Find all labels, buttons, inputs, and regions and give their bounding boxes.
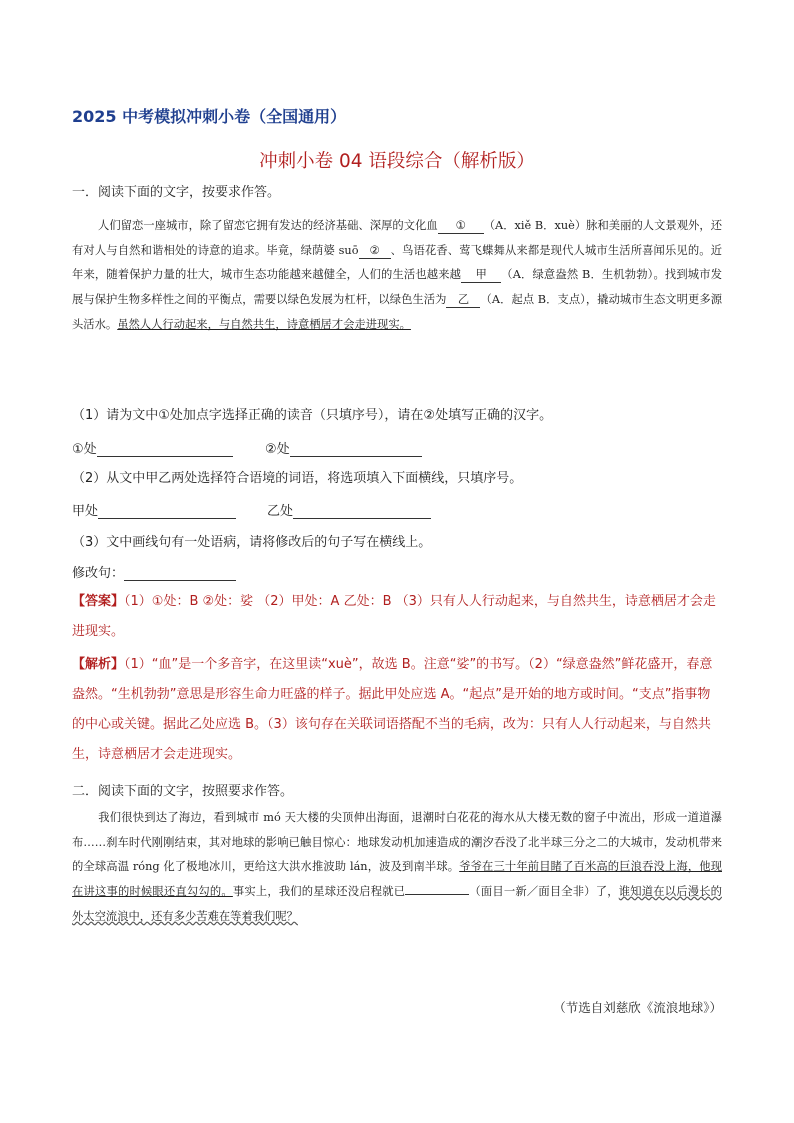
passage-text: （A．起点 B．支点），撬动城市生态文明更多源头活水。 <box>72 293 722 331</box>
answer-field-2 <box>265 438 422 457</box>
blank-idiom <box>405 894 469 895</box>
passage-text: 我们很快到达了海边，看到城市 mó 天大楼的尖顶伸出海面，退潮时白花花的海水从大楼无数的窗子中流出，形成一道道瀑布……刹车时代刚刚结束，其对地球的影响已触目惊心：地球发动机加速造成的潮汐吞没了北半球三分之二的大城市，发动机带来的全球高温 róng 化了极地冰川，更给这大洪水推波助 lán，波及到南半球。 <box>72 811 722 874</box>
answer-field-jia <box>72 500 236 519</box>
question-2: （2）从文中甲乙两处选择符合语境的词语，将选项填入下面横线，只填序号。 <box>72 471 523 486</box>
idiom-options: （面目一新／面目全非）了， <box>469 885 619 899</box>
section1-heading: 一．阅读下面的文字，按要求作答。 <box>72 185 281 200</box>
wavy-underlined-sentence: 谁知道在以后漫长的外太空流浪中，还有多少苦难在等着我们呢？ <box>72 885 722 923</box>
answer-tag: 【答案】 <box>72 594 125 609</box>
blank-yi: 乙 <box>446 293 480 308</box>
passage-text: （A．绿意盎然 B．生机勃勃）。找到城市发展与保护生物多样性之间的平衡点，需要以绿色发展为杠杆，以绿色生活为 <box>72 268 722 307</box>
field-label: 修改句： <box>72 566 125 581</box>
passage-text: 事实上，我们的星球还没启程就已 <box>232 885 406 899</box>
answer-block <box>72 587 722 647</box>
field-label: ②处 <box>265 442 290 457</box>
passage-text: （A．xiě B．xuè）脉和美丽的人文景观外，还有对人与自然和谐相处的诗意的追求。毕竟，绿荫婆 suō <box>72 219 722 257</box>
section2-heading: 二．阅读下面的文字，按照要求作答。 <box>72 784 294 799</box>
underlined-sentence: 爷爷在三十年前目睹了百米高的巨浪吞没上海，他现在讲这事的时候眼还直勾勾的。 <box>72 860 722 899</box>
answer-field-revise <box>72 562 236 581</box>
source-citation: （节选自刘慈欣《流浪地球》） <box>553 1000 722 1015</box>
answer-field-yi <box>267 500 431 519</box>
section1-passage <box>72 214 722 338</box>
page-title: 冲刺小卷 04 语段综合（解析版） <box>259 151 535 172</box>
field-label: 乙处 <box>267 504 294 519</box>
analysis-tag: 【解析】 <box>72 657 125 672</box>
question-1: （1）请为文中①处加点字选择正确的读音（只填序号），请在②处填写正确的汉字。 <box>72 408 553 423</box>
analysis-block <box>72 650 722 770</box>
answer-text: （1）①处：B ②处：娑 （2）甲处：A 乙处：B （3）只有人人行动起来，与自然共生，诗意栖居才会走进现实。 <box>72 594 716 639</box>
field-label: ①处 <box>72 442 97 457</box>
blank-jia: 甲 <box>461 268 501 283</box>
blank-1: ① <box>438 219 484 234</box>
analysis-text: （1）“血”是一个多音字，在这里读“xuè”，故选 B。注意“娑”的书写。（2）“绿意盎然”鲜花盛开，春意盎然。“生机勃勃”意思是形容生命力旺盛的样子。据此甲处应选 A。“起点”是开始的地方或时间。“支点”指事物的中心或关键。据此乙处应选 B。（3）该句存在关联词语搭配不当的毛病，改为：只有人人行动起来，与自然共生，诗意栖居才会走进现实。 <box>72 657 713 762</box>
passage-text: 人们留恋一座城市，除了留恋它拥有发达的经济基础、深厚的文化血 <box>98 219 438 232</box>
passage-text: 、鸟语花香、莺飞蝶舞从来都是现代人城市生活所喜闻乐见的。近年来，随着保护力量的壮大，城市生态功能越来越健全，人们的生活也越来越 <box>72 243 723 282</box>
question-3: （3）文中画线句有一处语病，请将修改后的句子写在横线上。 <box>72 535 432 550</box>
blank-2: ② <box>359 244 391 259</box>
section2-passage <box>72 806 722 930</box>
field-label: 甲处 <box>72 504 99 519</box>
series-title: 2025 中考模拟冲刺小卷（全国通用） <box>72 107 347 126</box>
answer-field-1 <box>72 438 233 457</box>
underlined-sentence: 虽然人人行动起来，与自然共生，诗意栖居才会走进现实。 <box>117 317 411 331</box>
